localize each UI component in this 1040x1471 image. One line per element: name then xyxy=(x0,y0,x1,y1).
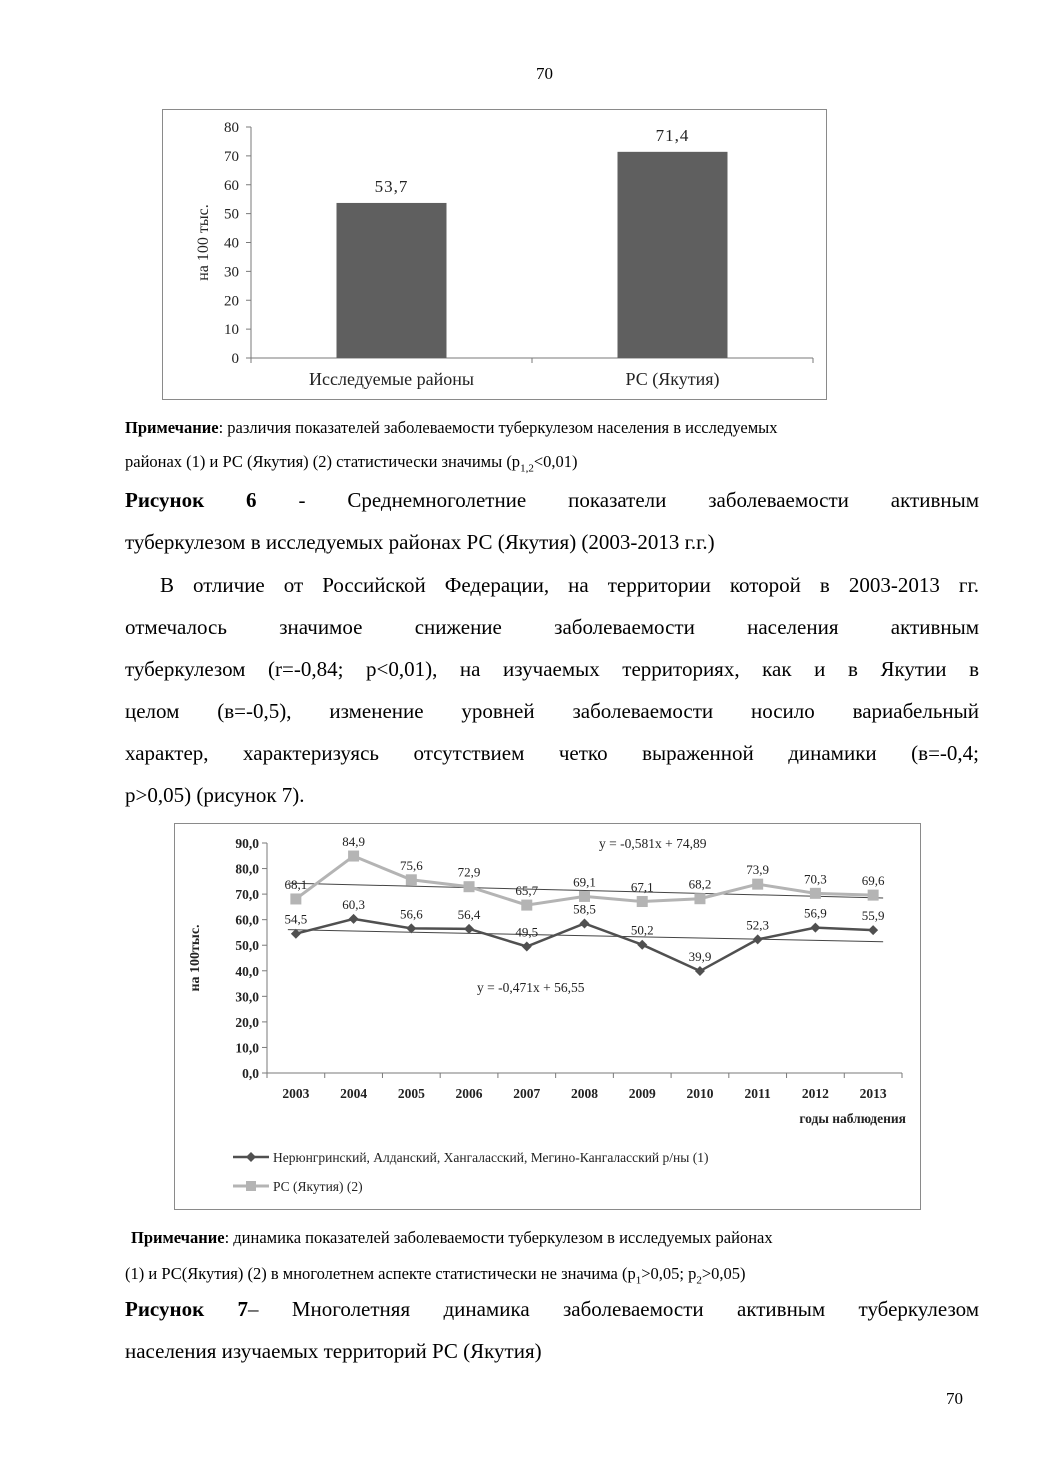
figure-7-caption-text: – Многолетняя динамика заболеваемости активным туберкулезом xyxy=(248,1297,980,1321)
figure-7-caption-line2: населения изучаемых территорий РС (Якутия) xyxy=(125,1339,542,1363)
data-point-marker xyxy=(810,923,820,933)
y-tick-label: 50,0 xyxy=(235,938,259,954)
y-tick-label: 80,0 xyxy=(235,861,259,877)
x-category-label: РС (Якутия) xyxy=(625,369,720,389)
y-tick-label: 20,0 xyxy=(235,1014,259,1030)
data-label: 50,2 xyxy=(630,922,654,938)
figure-6-caption-line2: туберкулезом в исследуемых районах РС (Якутия) (2003-2013 г.г.) xyxy=(125,530,715,554)
data-label: 52,3 xyxy=(746,917,770,933)
data-label: 56,4 xyxy=(457,906,481,922)
y-tick-label: 10 xyxy=(224,322,239,339)
data-label: 73,9 xyxy=(746,862,770,878)
data-label: 69,1 xyxy=(573,874,596,890)
figure-6-caption-text: - Среднемноголетние показатели заболеваемости активным xyxy=(298,488,979,512)
y-tick-label: 30,0 xyxy=(235,989,259,1005)
data-label: 70,3 xyxy=(804,871,827,887)
y-tick-label: 80 xyxy=(224,120,239,136)
figure-7-note-subscript-1: 1 xyxy=(635,1274,642,1287)
data-label: 75,6 xyxy=(399,857,423,873)
figure-6-note-text-3: <0,01) xyxy=(533,452,578,471)
data-label: 39,9 xyxy=(688,949,712,965)
legend-label: Нерюнгринский, Алданский, Хангаласский, Мегино-Кангаласский р/ны (1) xyxy=(273,1150,709,1165)
x-category-label: Исследуемые районы xyxy=(309,369,474,389)
x-tick-label: 2007 xyxy=(513,1086,541,1101)
figure-6-caption-label: Рисунок 6 xyxy=(125,488,257,512)
figure-6-caption-line1 xyxy=(125,488,979,516)
figure-6-note-line1 xyxy=(125,417,985,438)
figure-7-note-subscript-2: 2 xyxy=(696,1274,702,1287)
y-tick-label: 40,0 xyxy=(235,963,259,979)
data-label: 72,9 xyxy=(457,864,481,880)
y-axis-label: на 100 тыс. xyxy=(195,204,212,281)
page-number-top: 70 xyxy=(536,64,553,83)
data-point-marker xyxy=(868,890,879,901)
y-tick-label: 70,0 xyxy=(235,887,259,903)
data-label: 55,9 xyxy=(861,908,885,924)
trend-equation-2: y = -0,581x + 74,89 xyxy=(599,836,707,851)
page-number-bottom: 70 xyxy=(946,1389,963,1408)
data-point-marker xyxy=(752,879,763,890)
data-label: 84,9 xyxy=(342,834,365,850)
figure-7-note-text-3: >0,05; p xyxy=(641,1264,697,1283)
data-point-marker xyxy=(349,914,359,924)
data-point-marker xyxy=(637,940,647,950)
y-tick-label: 10,0 xyxy=(235,1040,259,1056)
x-tick-label: 2013 xyxy=(859,1086,887,1101)
x-tick-label: 2004 xyxy=(340,1086,368,1101)
x-tick-label: 2011 xyxy=(744,1086,771,1101)
data-label: 49,5 xyxy=(515,924,539,940)
y-tick-label: 60,0 xyxy=(235,912,259,928)
x-tick-label: 2010 xyxy=(686,1086,714,1101)
trend-equation-1: y = -0,471x + 56,55 xyxy=(477,980,585,995)
figure-7-note-text: : динамика показателей заболеваемости туберкулезом в исследуемых районах xyxy=(224,1228,773,1247)
bar xyxy=(337,203,447,358)
data-point-marker xyxy=(695,966,705,976)
figure-7-note-text-2: (1) и РС(Якутия) (2) в многолетнем аспекте статистически не значима (p xyxy=(125,1264,636,1283)
data-label: 69,6 xyxy=(861,873,885,889)
y-tick-label: 50 xyxy=(224,206,239,223)
data-point-marker xyxy=(753,934,763,944)
x-tick-label: 2003 xyxy=(282,1086,310,1101)
data-point-marker xyxy=(464,924,474,934)
data-point-marker xyxy=(521,900,532,911)
figure-6-note-subscript: 1,2 xyxy=(520,462,534,475)
data-label: 56,6 xyxy=(399,906,423,922)
legend-marker xyxy=(246,1152,256,1162)
data-label: 60,3 xyxy=(342,896,365,912)
legend-marker xyxy=(246,1181,256,1191)
figure-7-line-chart xyxy=(175,824,920,1209)
data-label: 58,5 xyxy=(573,901,596,917)
data-label: 65,7 xyxy=(515,883,539,899)
bar-value-label: 53,7 xyxy=(374,176,409,196)
figure-6-note-line2 xyxy=(125,451,578,479)
data-point-marker xyxy=(348,851,359,862)
y-tick-label: 70 xyxy=(224,148,239,165)
data-point-marker xyxy=(464,881,475,892)
y-tick-label: 60 xyxy=(224,177,239,194)
x-tick-label: 2006 xyxy=(455,1086,483,1101)
data-label: 67,1 xyxy=(630,879,654,895)
data-point-marker xyxy=(579,891,590,902)
x-tick-label: 2009 xyxy=(628,1086,656,1101)
data-point-marker xyxy=(522,942,532,952)
data-label: 68,1 xyxy=(284,876,308,892)
data-label: 68,2 xyxy=(688,876,712,892)
y-tick-label: 0,0 xyxy=(242,1066,259,1081)
bar xyxy=(618,152,728,358)
figure-6-note-text: : различия показателей заболеваемости туберкулезом населения в исследуемых xyxy=(218,418,778,437)
y-tick-label: 20 xyxy=(224,293,239,310)
legend-label: РС (Якутия) (2) xyxy=(273,1179,363,1194)
figure-7-frame xyxy=(174,823,921,1210)
data-point-marker xyxy=(868,925,878,935)
data-point-marker xyxy=(810,888,821,899)
paragraph-line-4: целом (в=-0,5), изменение уровней заболеваемости носило вариабельный xyxy=(125,699,979,723)
figure-7-note-line1 xyxy=(131,1227,773,1248)
y-axis-label: на 100тыс. xyxy=(188,924,203,992)
paragraph-line-2: отмечалось значимое снижение заболеваемости населения активным xyxy=(125,615,979,639)
data-point-marker xyxy=(694,893,705,904)
x-tick-label: 2012 xyxy=(801,1086,829,1101)
figure-7-note-text-4: >0,05) xyxy=(701,1264,746,1283)
paragraph-line-1: В отличие от Российской Федерации, на территории которой в 2003-2013 гг. xyxy=(160,573,979,597)
data-point-marker xyxy=(580,919,590,929)
y-tick-label: 40 xyxy=(224,235,239,252)
figure-7-note-label: Примечание xyxy=(131,1228,225,1247)
data-label: 54,5 xyxy=(284,911,308,927)
figure-6-frame xyxy=(162,109,827,400)
y-tick-label: 30 xyxy=(224,264,239,281)
paragraph-line-5: характер, характеризуясь отсутствием четко выраженной динамики (в=-0,4; xyxy=(125,741,979,765)
bar-value-label: 71,4 xyxy=(655,125,690,145)
data-label: 56,9 xyxy=(804,905,827,921)
data-point-marker xyxy=(290,893,301,904)
figure-6-note-label: Примечание xyxy=(125,418,219,437)
x-tick-label: 2008 xyxy=(571,1086,598,1101)
figure-7-caption-label: Рисунок 7 xyxy=(125,1297,249,1321)
data-point-marker xyxy=(406,874,417,885)
paragraph-line-6: p>0,05) (рисунок 7). xyxy=(125,783,305,807)
x-axis-label: годы наблюдения xyxy=(799,1111,906,1126)
paragraph-line-3: туберкулезом (r=-0,84; p<0,01), на изучаемых территориях, как и в Якутии в xyxy=(125,657,979,681)
data-point-marker xyxy=(637,896,648,907)
y-tick-label: 90,0 xyxy=(235,836,259,851)
figure-7-note-line2 xyxy=(125,1263,746,1291)
figure-6-bar-chart xyxy=(163,110,826,399)
figure-6-note-text-2: районах (1) и РС (Якутия) (2) статистически значимы (p xyxy=(125,452,521,471)
y-tick-label: 0 xyxy=(231,351,239,367)
x-tick-label: 2005 xyxy=(397,1086,425,1101)
figure-7-caption-line1 xyxy=(125,1297,979,1325)
